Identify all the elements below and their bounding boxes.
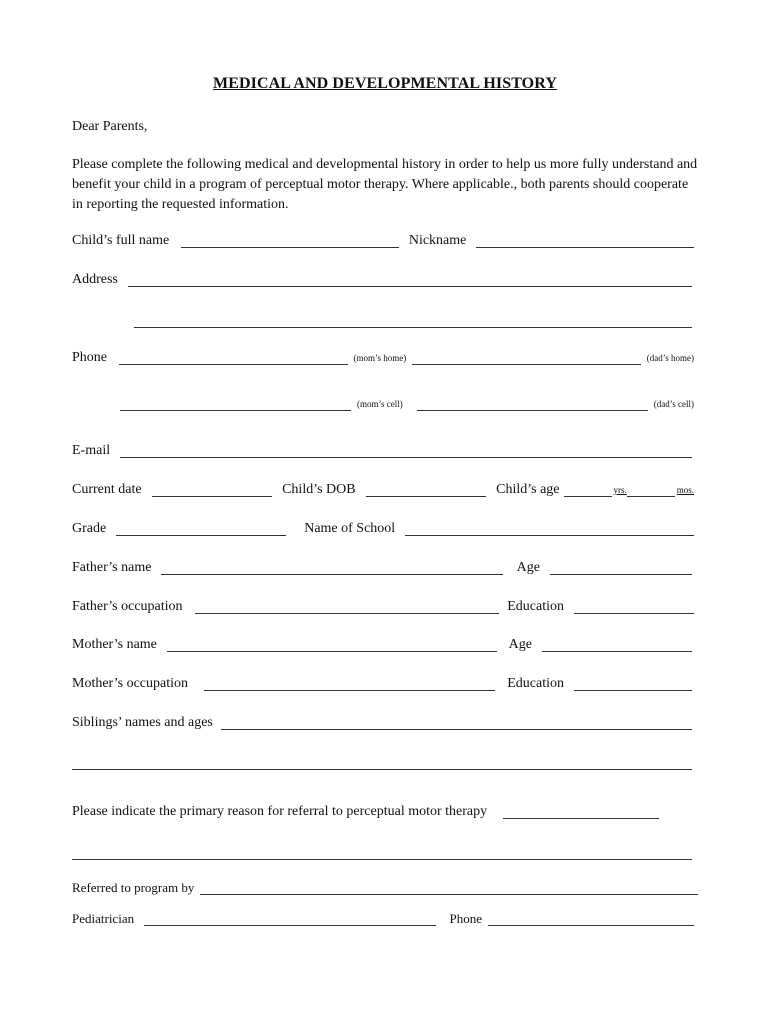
mother-age-label: Age (508, 637, 532, 652)
mothers-occupation-field[interactable] (204, 676, 495, 691)
mothers-name-field[interactable] (167, 637, 497, 652)
moms-home-label: (mom’s home) (353, 353, 407, 363)
father-education-label: Education (507, 599, 564, 614)
fathers-occupation-field[interactable] (195, 599, 500, 614)
fathers-name-field[interactable] (161, 560, 502, 575)
siblings-field-1[interactable] (221, 715, 692, 730)
form-title: MEDICAL AND DEVELOPMENTAL HISTORY (213, 75, 557, 92)
dads-home-phone-field[interactable] (412, 350, 641, 365)
email-label: E-mail (72, 443, 111, 458)
phone-label: Phone (72, 350, 107, 365)
fathers-occupation-label: Father’s occupation (72, 599, 183, 614)
moms-home-phone-field[interactable] (119, 350, 348, 365)
email-field[interactable] (120, 443, 692, 458)
referral-reason-field-2[interactable] (72, 858, 692, 860)
dads-cell-label: (dad’s cell) (653, 399, 695, 409)
father-name-row (72, 560, 694, 576)
referred-by-field[interactable] (200, 880, 698, 895)
school-row (72, 521, 694, 537)
childs-full-name-field[interactable] (181, 233, 399, 248)
referral-reason-field-1[interactable] (503, 804, 659, 819)
current-date-field[interactable] (152, 482, 273, 497)
pediatrician-field[interactable] (144, 911, 435, 926)
name-of-school-field[interactable] (405, 521, 694, 536)
mother-education-field[interactable] (574, 676, 692, 691)
address-row (72, 272, 694, 288)
childs-dob-field[interactable] (366, 482, 487, 497)
dads-home-label: (dad’s home) (646, 353, 694, 363)
childs-full-name-label: Child’s full name (72, 233, 170, 248)
childs-dob-label: Child’s DOB (282, 482, 356, 497)
fathers-name-label: Father’s name (72, 560, 152, 575)
nickname-label: Nickname (408, 233, 467, 248)
referred-by-row (72, 880, 698, 896)
siblings-label: Siblings’ names and ages (72, 715, 213, 730)
phone-cell-row (120, 396, 694, 412)
referral-reason-label: Please indicate the primary reason for referral to perceptual motor therapy (72, 804, 488, 819)
pediatrician-label: Pediatrician (72, 911, 135, 926)
address-field-2[interactable] (134, 326, 692, 328)
grade-field[interactable] (116, 521, 286, 536)
mother-education-label: Education (507, 676, 564, 691)
dads-cell-phone-field[interactable] (417, 396, 648, 411)
moms-cell-label: (mom’s cell) (357, 399, 403, 409)
moms-cell-phone-field[interactable] (120, 396, 351, 411)
father-education-field[interactable] (574, 599, 694, 614)
phone-home-row (72, 350, 694, 366)
referral-reason-row (72, 804, 694, 820)
address-field-1[interactable] (128, 272, 692, 287)
pediatrician-phone-field[interactable] (488, 911, 694, 926)
father-age-field[interactable] (550, 560, 692, 575)
mos-label: mos. (676, 485, 695, 495)
siblings-row (72, 715, 694, 731)
child-name-row (72, 233, 694, 249)
siblings-field-2[interactable] (72, 768, 692, 770)
grade-label: Grade (72, 521, 107, 536)
nickname-field[interactable] (476, 233, 694, 248)
yrs-label: yrs. (613, 485, 627, 495)
mothers-occupation-label: Mother’s occupation (72, 676, 188, 691)
mothers-name-label: Mother’s name (72, 637, 157, 652)
pediatrician-phone-label: Phone (449, 911, 482, 926)
mother-name-row (72, 637, 694, 653)
father-age-label: Age (516, 560, 540, 575)
father-occupation-row (72, 599, 694, 615)
greeting: Dear Parents, (72, 119, 148, 134)
pediatrician-row (72, 911, 694, 927)
current-date-label: Current date (72, 482, 142, 497)
age-months-field[interactable] (627, 482, 675, 497)
referred-by-label: Referred to program by (72, 880, 195, 895)
email-row (72, 443, 694, 459)
age-years-field[interactable] (564, 482, 612, 497)
childs-age-label: Child’s age (496, 482, 560, 497)
intro-paragraph: Please complete the following medical and developmental history in order to help us more fully understand and benefit your child in a program of perceptual motor therapy. Where applicable., both parents should cooperate in reporting the requested information. (72, 157, 698, 212)
address-label: Address (72, 272, 118, 287)
mother-occupation-row (72, 676, 694, 692)
date-row (72, 482, 694, 498)
mother-age-field[interactable] (542, 637, 692, 652)
name-of-school-label: Name of School (304, 521, 396, 536)
